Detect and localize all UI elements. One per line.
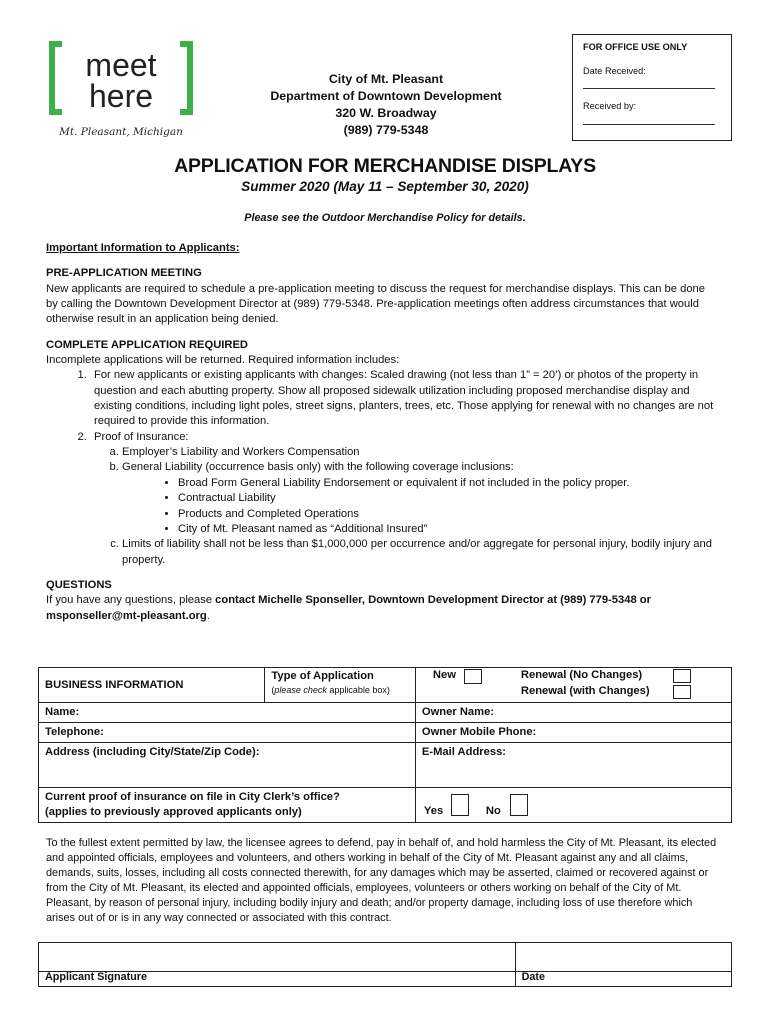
list-item: 1. For new applicants or existing applicants with changes: Scaled drawing (not less than 1” = 20’) or photos of the property in question and each abutting property. Show all proposed sidewalk utilization including proposed merchandise display and existing conditions, including light poles, street signs, planters, trees, etc. Those applying for renewal with no changes are not required to provide this information. xyxy=(90,368,718,429)
no-checkbox[interactable] xyxy=(510,794,528,816)
new-checkbox[interactable] xyxy=(464,669,482,684)
contact-info[interactable]: contact Michelle Sponseller, Downtown Development Director at (989) 779-5348 or msponseller@mt-pleasant.org xyxy=(46,594,651,622)
received-by-line[interactable] xyxy=(583,113,715,125)
application-type-cell xyxy=(265,668,416,702)
important-heading: Important Information to Applicants: xyxy=(46,242,240,254)
department-address xyxy=(250,71,522,139)
date-field[interactable] xyxy=(516,943,731,986)
name-field[interactable]: Name: xyxy=(39,703,416,722)
business-info-heading: BUSINESS INFORMATION xyxy=(39,668,265,702)
email-field[interactable]: E-Mail Address: xyxy=(421,746,507,758)
renewal-no-changes-label: Renewal (No Changes) xyxy=(520,669,643,681)
renewal-no-changes-checkbox[interactable] xyxy=(673,669,691,683)
list-item: b. General Liability (occurrence basis only) with the following coverage inclusions: • Broad Form General Liability Endorsement or equivalent if not included in the policy proper. • Contractual Liability • Products and Completed Operations • City of Mt. Pleasant named as “Additional Insured” xyxy=(122,460,718,537)
owner-name-field[interactable]: Owner Name: xyxy=(421,706,495,718)
renewal-with-changes-label: Renewal (with Changes) xyxy=(520,685,650,697)
date-received-label: Date Received: xyxy=(583,65,646,76)
applicant-signature-field[interactable] xyxy=(39,943,516,986)
received-by-label: Received by: xyxy=(583,101,637,112)
new-label: New xyxy=(432,669,456,681)
logo-tagline: Mt. Pleasant, Michigan xyxy=(59,126,183,138)
department-name: Department of Downtown Development xyxy=(270,89,502,104)
logo-word-here: here xyxy=(88,78,154,114)
list-item: • Contractual Liability xyxy=(178,491,718,506)
owner-mobile-field[interactable]: Owner Mobile Phone: xyxy=(421,726,537,738)
list-item: c. Limits of liability shall not be less than $1,000,000 per occurrence and/or aggregate for personal injury, bodily injury and property. xyxy=(122,537,718,568)
application-type-options xyxy=(416,668,731,702)
city-name: City of Mt. Pleasant xyxy=(328,72,444,86)
application-type-note: (please check applicable box) xyxy=(271,685,390,696)
requirements-list xyxy=(90,368,718,567)
complete-intro: Incomplete applications will be returned. Required information includes: xyxy=(46,354,400,367)
questions-text: If you have any questions, please contact Michelle Sponseller, Downtown Development Director at (989) 779-5348 or msponseller@mt-pleasant.org. xyxy=(46,594,651,622)
signature-block xyxy=(38,942,732,987)
business-info-form xyxy=(38,667,732,823)
yes-label: Yes xyxy=(423,805,444,817)
street-address: 320 W. Broadway xyxy=(335,106,437,121)
logo-word-meet: meet xyxy=(85,47,157,83)
preapp-text: New applicants are required to schedule a pre-application meeting to discuss the request for merchandise displays. This can be done by calling the Downtown Development Director at (989) 779-5348. Pre-application meetings often address circumstances that would otherwise result in an application being denied. xyxy=(46,282,705,326)
office-use-title: FOR OFFICE USE ONLY xyxy=(583,42,688,52)
questions-heading: QUESTIONS xyxy=(46,578,112,591)
policy-notice: Please see the Outdoor Merchandise Policy for details. xyxy=(244,212,526,224)
preapp-heading: PRE-APPLICATION MEETING xyxy=(46,267,202,280)
office-use-box xyxy=(572,34,732,141)
list-item: • Broad Form General Liability Endorsement or equivalent if not included in the policy proper. xyxy=(178,476,718,491)
date-received-line[interactable] xyxy=(583,77,715,89)
list-item: 2. Proof of Insurance: a. Employer’s Liability and Workers Compensation b. General Liability (occurrence basis only) with the following coverage inclusions: • Broad Form General Liability Endorsement or equivalent if not included in the policy proper. • Contractual Liability • Products and Completed Operations • City of Mt. Pleasant named as “Additional Insured” c. Limits of liability shall not be less than $1,000,000 per occurrence and/or aggregate for personal injury, bodily injury and property. xyxy=(90,430,718,568)
telephone-field[interactable]: Telephone: xyxy=(39,723,416,742)
coverage-list xyxy=(178,476,718,537)
page-subtitle: Summer 2020 (May 11 – September 30, 2020) xyxy=(241,179,529,194)
meet-here-logo xyxy=(48,36,206,144)
indemnity-clause: To the fullest extent permitted by law, the licensee agrees to defend, pay in behalf of, and hold harmless the City of Mt. Pleasant, its elected and appointed officials, employees and volunteers, and others working in behalf of the City of Mt. Pleasant against any and all claims, demands, suits, losses, including all costs connected therewith, for any damages which may be asserted, claimed or recovered against or from the City of Mt. Pleasant, its elected and appointed officials, employees, volunteers or others working on behalf of the City of Mt. Pleasant, by reason of personal injury, including bodily injury and death; and/or property damage, including loss of use therefore which arises out of or is in any way connected or associated with this contract. xyxy=(46,837,717,925)
insurance-list xyxy=(122,445,718,568)
date-label: Date xyxy=(521,971,546,984)
no-label: No xyxy=(485,805,501,817)
bracket-logo-icon xyxy=(48,36,206,144)
instructions xyxy=(46,241,718,624)
address-field[interactable]: Address (including City/State/Zip Code): xyxy=(39,743,416,787)
renewal-with-changes-checkbox[interactable] xyxy=(673,685,691,699)
complete-heading: COMPLETE APPLICATION REQUIRED xyxy=(46,338,249,351)
insurance-answer xyxy=(416,788,731,822)
list-item: a. Employer’s Liability and Workers Compensation xyxy=(122,445,718,460)
list-item: • City of Mt. Pleasant named as “Additional Insured” xyxy=(178,522,718,537)
yes-checkbox[interactable] xyxy=(451,794,469,816)
page-title: APPLICATION FOR MERCHANDISE DISPLAYS xyxy=(174,155,596,177)
phone-number: (989) 779-5348 xyxy=(343,123,429,138)
applicant-signature-label: Applicant Signature xyxy=(45,971,147,984)
list-item: • Products and Completed Operations xyxy=(178,507,718,522)
application-type-label: Type of Application xyxy=(271,670,374,682)
insurance-question: Current proof of insurance on file in City Clerk’s office? (applies to previously approved applicants only) xyxy=(39,788,416,822)
